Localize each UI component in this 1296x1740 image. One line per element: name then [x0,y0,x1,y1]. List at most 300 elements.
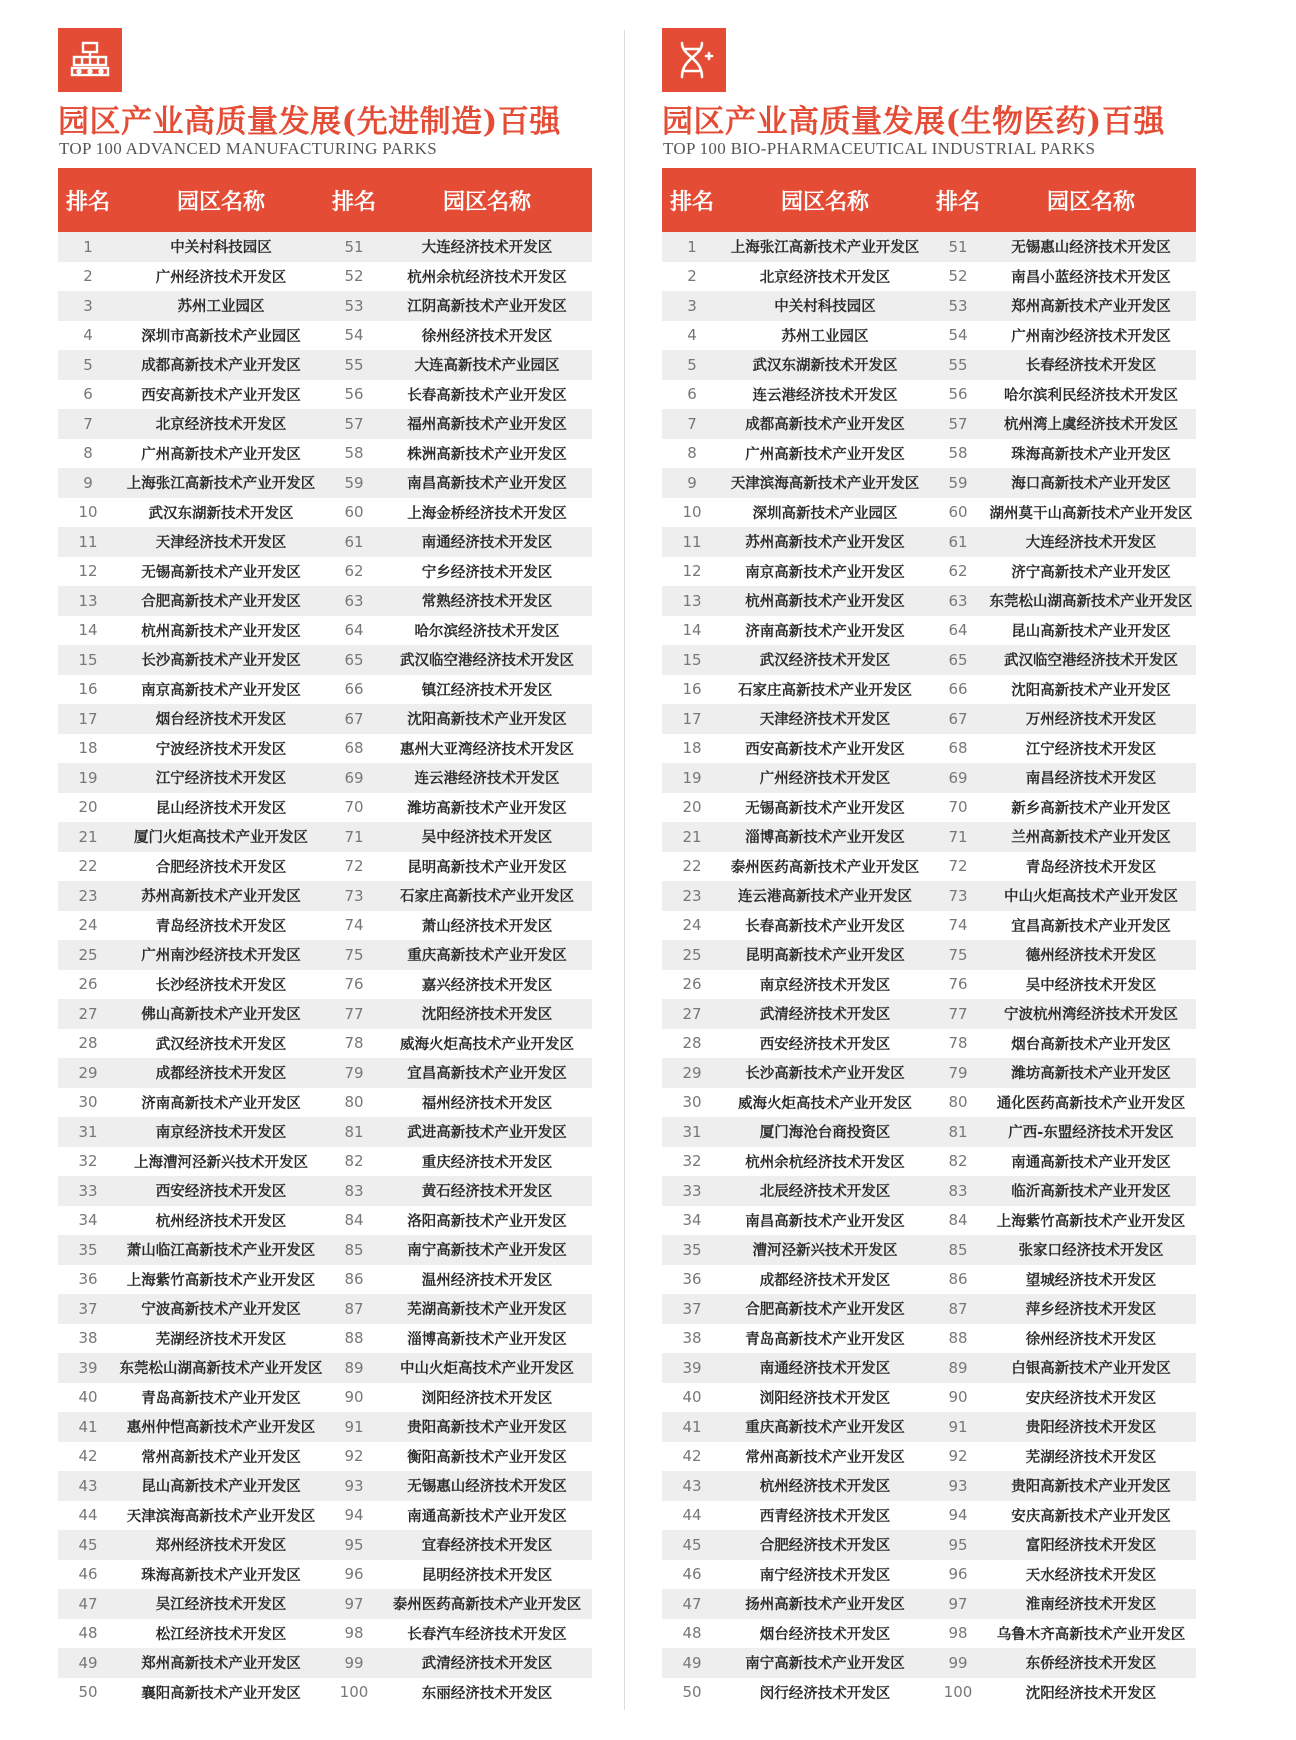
park-name-cell: 长沙高新技术产业开发区 [745,1066,905,1083]
rank-cell: 64 [344,621,364,640]
park-name-cell: 吴中经济技术开发区 [1025,977,1157,994]
rank-cell: 35 [682,1240,702,1259]
park-name-cell: 万州经济技术开发区 [1025,712,1157,729]
park-name-cell: 广州南沙经济技术开发区 [1011,328,1171,345]
rank-cell: 28 [78,1034,98,1053]
park-name-cell: 南京高新技术产业开发区 [141,682,301,699]
rank-cell: 67 [344,709,364,728]
park-name-cell: 白银高新技术产业开发区 [1011,1361,1171,1378]
rank-cell: 25 [78,945,98,964]
table-row [662,1029,1196,1059]
rank-cell: 87 [948,1299,968,1318]
rank-cell: 64 [948,621,968,640]
rank-cell: 100 [943,1683,973,1702]
park-name-cell: 徐州经济技术开发区 [421,328,553,345]
table-row [662,1147,1196,1177]
rank-cell: 71 [344,827,364,846]
rank-cell: 86 [948,1270,968,1289]
park-name-cell: 黄石经济技术开发区 [421,1184,553,1201]
rank-cell: 53 [948,296,968,315]
table-row [58,852,592,882]
park-name-cell: 新乡高新技术产业开发区 [1011,800,1171,817]
page-subtitle: TOP 100 ADVANCED MANUFACTURING PARKS [59,139,437,158]
park-name-cell: 中山火炬高技术产业开发区 [400,1361,574,1378]
park-name-cell: 淄博高新技术产业开发区 [407,1331,567,1348]
rank-cell: 3 [83,296,93,315]
park-name-cell: 淄博高新技术产业开发区 [745,830,905,847]
park-name-cell: 珠海高新技术产业开发区 [141,1567,301,1584]
park-name-cell: 昆明经济技术开发区 [421,1567,553,1584]
rank-cell: 62 [344,562,364,581]
header-rank: 排名 [669,188,714,215]
park-name-cell: 浏阳经济技术开发区 [421,1390,553,1407]
park-name-cell: 安庆高新技术产业开发区 [1011,1508,1171,1525]
rank-cell: 7 [687,414,697,433]
park-name-cell: 杭州余杭经济技术开发区 [745,1154,905,1171]
park-name-cell: 常州高新技术产业开发区 [141,1449,301,1466]
rank-cell: 63 [948,591,968,610]
park-name-cell: 苏州工业园区 [177,299,265,316]
park-name-cell: 西安高新技术产业开发区 [141,387,301,404]
rank-cell: 84 [344,1211,364,1230]
rank-cell: 50 [682,1683,702,1702]
rank-cell: 13 [682,591,702,610]
park-name-cell: 松江经济技术开发区 [155,1626,287,1643]
park-name-cell: 宁波经济技术开发区 [155,741,287,758]
park-name-cell: 宁波杭州湾经济技术开发区 [1004,1007,1178,1024]
rank-cell: 9 [83,473,93,492]
rank-cell: 51 [344,237,364,256]
rank-cell: 96 [344,1565,364,1584]
rank-cell: 68 [344,739,364,758]
park-name-cell: 西青经济技术开发区 [759,1508,891,1525]
rank-cell: 62 [948,562,968,581]
park-name-cell: 海口高新技术产业开发区 [1011,476,1171,493]
park-name-cell: 合肥高新技术产业开发区 [141,594,301,611]
park-name-cell: 昆山经济技术开发区 [155,800,287,817]
rank-cell: 93 [344,1476,364,1495]
park-name-cell: 临沂高新技术产业开发区 [1011,1184,1171,1201]
rank-cell: 82 [948,1152,968,1171]
park-name-cell: 烟台经济技术开发区 [155,712,287,729]
park-name-cell: 南宁高新技术产业开发区 [745,1656,905,1673]
rank-cell: 9 [687,473,697,492]
rank-cell: 44 [78,1506,98,1525]
park-name-cell: 成都高新技术产业开发区 [141,358,301,375]
park-name-cell: 连云港经济技术开发区 [752,387,898,404]
park-name-cell: 武清经济技术开发区 [759,1007,891,1024]
park-name-cell: 嘉兴经济技术开发区 [421,977,553,994]
table-row [58,1265,592,1295]
rank-cell: 61 [344,532,364,551]
park-name-cell: 成都经济技术开发区 [155,1066,287,1083]
park-name-cell: 东莞松山湖高新技术产业开发区 [989,594,1193,611]
park-name-cell: 湖州莫干山高新技术产业开发区 [989,505,1193,522]
table-row [662,1324,1196,1354]
table-row [58,232,592,262]
page-title: 园区产业高质量发展(先进制造)百强 [58,104,561,140]
rank-cell: 21 [682,827,702,846]
table-row [662,350,1196,380]
park-name-cell: 天水经济技术开发区 [1025,1567,1157,1584]
park-name-cell: 萍乡经济技术开发区 [1025,1302,1157,1319]
park-name-cell: 潍坊高新技术产业开发区 [1011,1066,1171,1083]
table-row [58,970,592,1000]
rank-cell: 43 [78,1476,98,1495]
park-name-cell: 北辰经济技术开发区 [759,1184,891,1201]
rank-cell: 16 [78,680,98,699]
park-name-cell: 惠州仲恺高新技术产业开发区 [126,1420,316,1437]
park-name-cell: 扬州高新技术产业开发区 [745,1597,905,1614]
rank-cell: 28 [682,1034,702,1053]
column-divider [624,30,625,1710]
park-name-cell: 北京经济技术开发区 [155,417,287,434]
table-row [662,1501,1196,1531]
header-park-name: 园区名称 [1046,188,1135,215]
park-name-cell: 天津滨海高新技术产业开发区 [730,476,920,493]
park-name-cell: 中关村科技园区 [170,240,272,257]
park-name-cell: 广州经济技术开发区 [155,269,287,286]
rank-cell: 81 [344,1122,364,1141]
rank-cell: 71 [948,827,968,846]
rank-cell: 65 [344,650,364,669]
park-name-cell: 长沙经济技术开发区 [155,977,287,994]
rank-cell: 50 [78,1683,98,1702]
rank-cell: 44 [682,1506,702,1525]
rank-cell: 46 [682,1565,702,1584]
ranking-table [58,168,592,1707]
park-name-cell: 无锡高新技术产业开发区 [745,800,905,817]
park-name-cell: 德州经济技术开发区 [1025,948,1157,965]
rank-cell: 84 [948,1211,968,1230]
park-name-cell: 望城经济技术开发区 [1025,1272,1157,1289]
rank-cell: 34 [682,1211,702,1230]
rank-cell: 70 [948,798,968,817]
park-name-cell: 江宁经济技术开发区 [1025,741,1157,758]
rank-cell: 54 [948,326,968,345]
rank-cell: 78 [948,1034,968,1053]
table-row [58,675,592,705]
park-name-cell: 南京经济技术开发区 [155,1125,287,1142]
rank-cell: 85 [948,1240,968,1259]
ranking-table [662,168,1196,1707]
park-name-cell: 温州经济技术开发区 [421,1272,553,1289]
table-row [58,1206,592,1236]
rank-cell: 47 [78,1594,98,1613]
park-name-cell: 合肥经济技术开发区 [155,859,287,876]
park-name-cell: 上海漕河泾新兴技术开发区 [134,1154,308,1171]
rank-cell: 22 [682,857,702,876]
table-row [662,1176,1196,1206]
rank-cell: 42 [682,1447,702,1466]
rank-cell: 21 [78,827,98,846]
table-row [58,1412,592,1442]
table-header [58,168,592,232]
rank-cell: 26 [682,975,702,994]
table-row [58,1530,592,1560]
rank-cell: 25 [682,945,702,964]
park-name-cell: 济宁高新技术产业开发区 [1011,564,1171,581]
park-name-cell: 常州高新技术产业开发区 [745,1449,905,1466]
rank-cell: 20 [78,798,98,817]
table-row [662,468,1196,498]
rank-cell: 32 [78,1152,98,1171]
table-row [58,321,592,351]
table-row [662,645,1196,675]
table-row [662,763,1196,793]
rank-cell: 100 [339,1683,369,1702]
rank-cell: 48 [78,1624,98,1643]
park-name-cell: 北京经济技术开发区 [759,269,891,286]
rank-cell: 73 [344,886,364,905]
rank-cell: 56 [344,385,364,404]
dna-icon [662,28,726,92]
rank-cell: 47 [682,1594,702,1613]
park-name-cell: 武汉东湖新技术开发区 [752,358,898,375]
park-name-cell: 西安经济技术开发区 [759,1036,891,1053]
park-name-cell: 沈阳高新技术产业开发区 [1011,682,1171,699]
table-row [58,704,592,734]
table-row [58,1501,592,1531]
rank-cell: 79 [948,1063,968,1082]
rank-cell: 22 [78,857,98,876]
table-row [662,262,1196,292]
park-name-cell: 东莞松山湖高新技术产业开发区 [119,1361,323,1378]
table-row [58,1619,592,1649]
rank-cell: 65 [948,650,968,669]
park-name-cell: 厦门火炬高技术产业开发区 [134,830,308,847]
rank-cell: 88 [344,1329,364,1348]
table-row [662,1265,1196,1295]
park-name-cell: 武汉经济技术开发区 [155,1036,287,1053]
table-row [662,1442,1196,1472]
table-row [662,1294,1196,1324]
rank-cell: 66 [948,680,968,699]
rank-cell: 15 [682,650,702,669]
rank-cell: 41 [682,1417,702,1436]
rank-cell: 72 [344,857,364,876]
park-name-cell: 杭州经济技术开发区 [155,1213,287,1230]
rank-cell: 92 [344,1447,364,1466]
park-name-cell: 重庆高新技术产业开发区 [745,1420,905,1437]
table-row [662,380,1196,410]
rank-cell: 8 [687,444,697,463]
rank-cell: 38 [682,1329,702,1348]
rank-cell: 49 [78,1653,98,1672]
rank-cell: 7 [83,414,93,433]
table-row [662,439,1196,469]
rank-cell: 18 [78,739,98,758]
park-name-cell: 宁乡经济技术开发区 [421,564,553,581]
park-name-cell: 佛山高新技术产业开发区 [141,1007,301,1024]
park-name-cell: 连云港高新技术产业开发区 [738,889,912,906]
park-name-cell: 乌鲁木齐高新技术产业开发区 [996,1626,1186,1643]
table-row [58,645,592,675]
rank-cell: 39 [78,1358,98,1377]
park-name-cell: 芜湖经济技术开发区 [155,1331,287,1348]
table-row [662,1088,1196,1118]
park-name-cell: 武汉东湖新技术开发区 [148,505,294,522]
table-body [662,232,1196,1707]
park-name-cell: 洛阳高新技术产业开发区 [407,1213,567,1230]
rank-cell: 87 [344,1299,364,1318]
table-row [662,409,1196,439]
park-name-cell: 衡阳高新技术产业开发区 [407,1449,567,1466]
park-name-cell: 苏州高新技术产业开发区 [745,535,905,552]
table-row [58,1353,592,1383]
park-name-cell: 贵阳经济技术开发区 [1025,1420,1157,1437]
park-name-cell: 昆明高新技术产业开发区 [745,948,905,965]
park-name-cell: 兰州高新技术产业开发区 [1011,830,1171,847]
park-name-cell: 上海金桥经济技术开发区 [407,505,567,522]
rank-cell: 98 [344,1624,364,1643]
rank-cell: 60 [948,503,968,522]
park-name-cell: 无锡高新技术产业开发区 [141,564,301,581]
rank-cell: 83 [948,1181,968,1200]
table-row [58,1176,592,1206]
table-row [58,439,592,469]
header-park-name: 园区名称 [176,188,265,215]
park-name-cell: 中山火炬高技术产业开发区 [1004,889,1178,906]
park-name-cell: 烟台高新技术产业开发区 [1011,1036,1171,1053]
park-name-cell: 江宁经济技术开发区 [155,771,287,788]
park-name-cell: 南宁经济技术开发区 [759,1567,891,1584]
park-name-cell: 江阴高新技术产业开发区 [407,299,567,316]
park-name-cell: 广州高新技术产业开发区 [745,446,905,463]
table-row [58,793,592,823]
park-name-cell: 东侨经济技术开发区 [1025,1656,1157,1673]
rank-cell: 30 [78,1093,98,1112]
table-row [58,291,592,321]
park-name-cell: 宜春经济技术开发区 [421,1538,553,1555]
header-park-name: 园区名称 [780,188,869,215]
rank-cell: 39 [682,1358,702,1377]
rank-cell: 5 [687,355,697,374]
table-row [58,1117,592,1147]
rank-cell: 74 [344,916,364,935]
table-row [662,1619,1196,1649]
park-name-cell: 杭州经济技术开发区 [759,1479,891,1496]
table-row [662,1353,1196,1383]
rank-cell: 60 [344,503,364,522]
park-name-cell: 南通经济技术开发区 [421,535,553,552]
park-name-cell: 重庆高新技术产业开发区 [407,948,567,965]
rank-cell: 19 [78,768,98,787]
park-name-cell: 株洲高新技术产业开发区 [407,446,567,463]
rank-cell: 70 [344,798,364,817]
table-row [662,999,1196,1029]
park-name-cell: 连云港经济技术开发区 [414,771,560,788]
table-row [58,1294,592,1324]
rank-cell: 3 [687,296,697,315]
rank-cell: 57 [344,414,364,433]
park-name-cell: 珠海高新技术产业开发区 [1011,446,1171,463]
table-row [662,793,1196,823]
rank-cell: 38 [78,1329,98,1348]
park-name-cell: 吴江经济技术开发区 [155,1597,287,1614]
park-name-cell: 深圳高新技术产业园区 [752,505,898,522]
park-name-cell: 宜昌高新技术产业开发区 [407,1066,567,1083]
table-row [662,1206,1196,1236]
park-name-cell: 天津滨海高新技术产业开发区 [126,1508,316,1525]
rank-cell: 66 [344,680,364,699]
rank-cell: 6 [83,385,93,404]
park-name-cell: 杭州高新技术产业开发区 [745,594,905,611]
park-name-cell: 沈阳高新技术产业开发区 [407,712,567,729]
rank-cell: 57 [948,414,968,433]
rank-cell: 59 [344,473,364,492]
table-row [58,1324,592,1354]
rank-cell: 93 [948,1476,968,1495]
park-name-cell: 福州高新技术产业开发区 [407,417,567,434]
rank-cell: 58 [344,444,364,463]
table-row [662,1235,1196,1265]
table-row [58,1383,592,1413]
park-name-cell: 南昌高新技术产业开发区 [745,1213,905,1230]
table-row [58,380,592,410]
park-name-cell: 郑州经济技术开发区 [155,1538,287,1555]
park-name-cell: 青岛经济技术开发区 [155,918,287,935]
park-name-cell: 武汉经济技术开发区 [759,653,891,670]
rank-cell: 97 [344,1594,364,1613]
park-name-cell: 武进高新技术产业开发区 [407,1125,567,1142]
rank-cell: 42 [78,1447,98,1466]
park-name-cell: 淮南经济技术开发区 [1025,1597,1157,1614]
rank-cell: 41 [78,1417,98,1436]
rank-cell: 76 [344,975,364,994]
park-name-cell: 无锡惠山经济技术开发区 [1011,240,1171,257]
park-name-cell: 南昌经济技术开发区 [1025,771,1157,788]
table-row [58,557,592,587]
rank-cell: 37 [78,1299,98,1318]
rank-cell: 15 [78,650,98,669]
park-name-cell: 深圳市高新技术产业园区 [141,328,301,345]
table-row [58,262,592,292]
rank-cell: 54 [344,326,364,345]
rank-cell: 97 [948,1594,968,1613]
park-name-cell: 烟台经济技术开发区 [759,1626,891,1643]
park-name-cell: 襄阳高新技术产业开发区 [141,1685,301,1702]
park-name-cell: 浏阳经济技术开发区 [759,1390,891,1407]
rank-cell: 20 [682,798,702,817]
table-row [662,822,1196,852]
park-name-cell: 萧山经济技术开发区 [421,918,553,935]
park-name-cell: 青岛高新技术产业开发区 [141,1390,301,1407]
park-name-cell: 西安经济技术开发区 [155,1184,287,1201]
park-name-cell: 广西-东盟经济技术开发区 [1008,1125,1174,1142]
park-name-cell: 张家口经济技术开发区 [1018,1243,1164,1260]
table-row [58,1560,592,1590]
rank-cell: 31 [682,1122,702,1141]
park-name-cell: 大连经济技术开发区 [1025,535,1157,552]
rank-cell: 27 [78,1004,98,1023]
rank-cell: 4 [83,326,93,345]
table-row [58,911,592,941]
park-name-cell: 天津经济技术开发区 [155,535,287,552]
park-name-cell: 上海张江高新技术产业开发区 [126,476,316,493]
rank-cell: 49 [682,1653,702,1672]
table-row [662,704,1196,734]
rank-cell: 35 [78,1240,98,1259]
table-row [662,1383,1196,1413]
park-name-cell: 芜湖经济技术开发区 [1025,1449,1157,1466]
rank-cell: 85 [344,1240,364,1259]
rank-cell: 56 [948,385,968,404]
park-name-cell: 福州经济技术开发区 [421,1095,553,1112]
park-name-cell: 厦门海沧台商投资区 [759,1125,891,1142]
rank-cell: 69 [344,768,364,787]
table-row [662,881,1196,911]
